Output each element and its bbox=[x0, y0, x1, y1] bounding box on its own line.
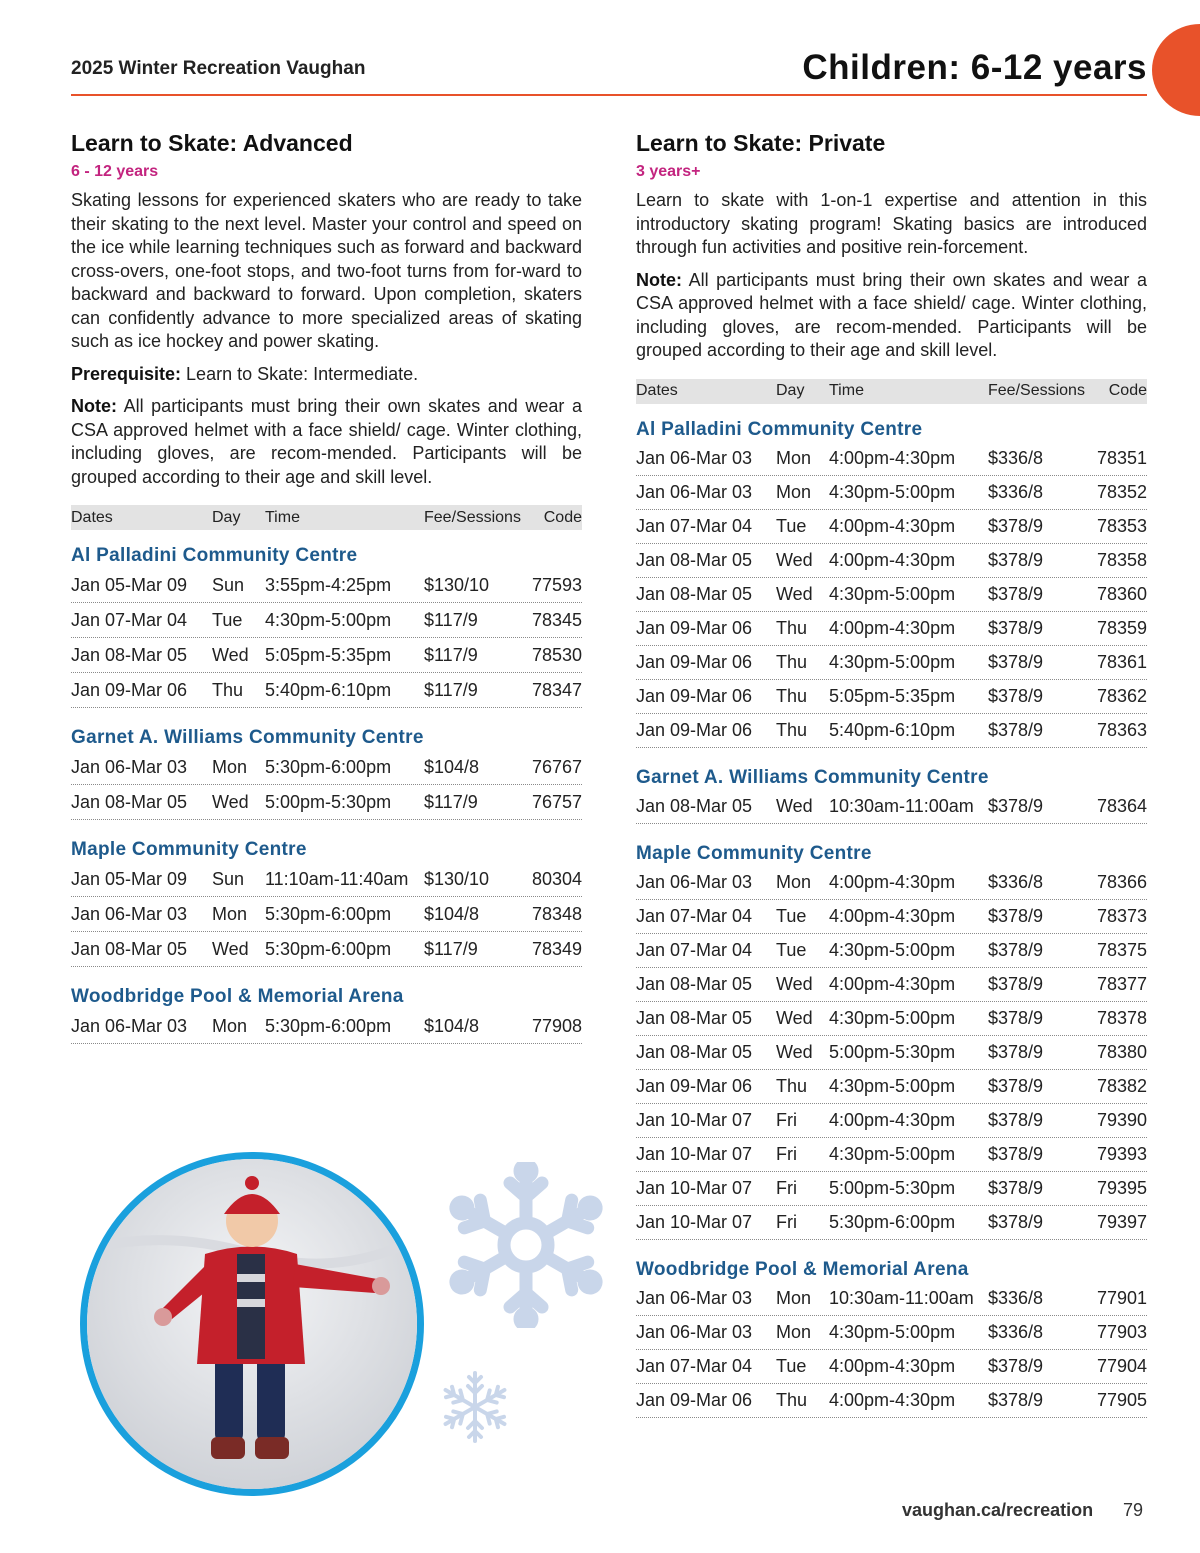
row-day: Wed bbox=[776, 549, 813, 570]
row-dates: Jan 10-Mar 07 bbox=[636, 1177, 753, 1198]
table-row bbox=[636, 578, 1147, 612]
row-fee: $378/9 bbox=[988, 939, 1044, 960]
table-row bbox=[636, 1206, 1147, 1240]
table-row bbox=[71, 897, 582, 932]
table-row bbox=[636, 612, 1147, 646]
row-fee: $104/8 bbox=[424, 756, 480, 777]
venue-name: Woodbridge Pool & Memorial Arena bbox=[71, 986, 404, 1007]
page-number: 79 bbox=[1123, 1500, 1144, 1520]
venue-list bbox=[71, 544, 582, 1044]
table-row bbox=[636, 1036, 1147, 1070]
row-fee: $378/9 bbox=[988, 515, 1044, 536]
row-code: 78360 bbox=[1096, 583, 1147, 604]
note-text: All participants must bring their own skates and wear a CSA approved helmet with a face shield/ cage. Winter clothing, including gloves, are recom-mended. Participants will be grouped according to their age and skill level. bbox=[636, 269, 1147, 360]
col-code: Code bbox=[1108, 382, 1147, 399]
row-time: 4:00pm-4:30pm bbox=[829, 1389, 956, 1410]
table-row bbox=[71, 568, 582, 603]
venue-name: Al Palladini Community Centre bbox=[71, 545, 358, 566]
row-time: 4:30pm-5:00pm bbox=[265, 609, 392, 630]
row-day: Sun bbox=[212, 868, 245, 889]
row-day: Tue bbox=[776, 939, 807, 960]
row-dates: Jan 08-Mar 05 bbox=[636, 583, 753, 604]
row-day: Mon bbox=[776, 1287, 812, 1308]
table-row bbox=[71, 932, 582, 967]
col-fee: Fee/Sessions bbox=[988, 382, 1085, 399]
row-code: 77593 bbox=[531, 574, 582, 595]
row-time: 4:00pm-4:30pm bbox=[829, 1355, 956, 1376]
row-time: 4:30pm-5:00pm bbox=[829, 583, 956, 604]
row-day: Wed bbox=[776, 1007, 813, 1028]
venue-name: Maple Community Centre bbox=[71, 839, 307, 860]
col-dates: Dates bbox=[636, 382, 678, 399]
row-day: Thu bbox=[776, 1389, 808, 1410]
row-code: 78361 bbox=[1096, 651, 1147, 672]
row-dates: Jan 06-Mar 03 bbox=[71, 1015, 188, 1036]
row-fee: $378/9 bbox=[988, 1041, 1044, 1062]
col-dates: Dates bbox=[71, 508, 113, 526]
table-row bbox=[71, 750, 582, 785]
table-row bbox=[636, 1384, 1147, 1418]
table-row bbox=[636, 714, 1147, 748]
note-label: Note: bbox=[636, 269, 682, 290]
row-code: 78347 bbox=[531, 679, 582, 700]
row-dates: Jan 06-Mar 03 bbox=[636, 481, 753, 502]
row-time: 4:00pm-4:30pm bbox=[829, 515, 956, 536]
row-time: 4:30pm-5:00pm bbox=[829, 651, 956, 672]
row-time: 4:30pm-5:00pm bbox=[829, 481, 956, 502]
row-time: 5:05pm-5:35pm bbox=[829, 685, 956, 706]
row-dates: Jan 06-Mar 03 bbox=[636, 1321, 753, 1342]
row-code: 77901 bbox=[1096, 1287, 1147, 1308]
row-code: 78530 bbox=[531, 644, 582, 665]
row-fee: $378/9 bbox=[988, 1355, 1044, 1376]
row-day: Wed bbox=[212, 644, 249, 665]
col-time: Time bbox=[829, 382, 864, 399]
row-code: 78353 bbox=[1096, 515, 1147, 536]
row-code: 78375 bbox=[1096, 939, 1147, 960]
row-dates: Jan 10-Mar 07 bbox=[636, 1211, 753, 1232]
row-fee: $117/9 bbox=[424, 791, 478, 812]
row-time: 4:00pm-4:30pm bbox=[829, 905, 956, 926]
row-fee: $378/9 bbox=[988, 1211, 1044, 1232]
row-code: 78359 bbox=[1096, 617, 1147, 638]
row-dates: Jan 07-Mar 04 bbox=[636, 515, 753, 536]
table-row bbox=[71, 862, 582, 897]
table-row bbox=[636, 646, 1147, 680]
row-fee: $378/9 bbox=[988, 617, 1044, 638]
row-fee: $378/9 bbox=[988, 1109, 1044, 1130]
footer-url[interactable]: vaughan.ca/recreation bbox=[902, 1500, 1094, 1520]
row-fee: $336/8 bbox=[988, 481, 1044, 502]
row-dates: Jan 06-Mar 03 bbox=[71, 756, 188, 777]
row-day: Mon bbox=[776, 447, 812, 468]
row-code: 80304 bbox=[531, 868, 582, 889]
row-day: Wed bbox=[776, 973, 813, 994]
venue-list bbox=[636, 418, 1147, 1418]
row-fee: $104/8 bbox=[424, 1015, 480, 1036]
table-row bbox=[636, 510, 1147, 544]
row-code: 79390 bbox=[1096, 1109, 1147, 1130]
venue-name: Garnet A. Williams Community Centre bbox=[636, 766, 989, 788]
program-note bbox=[71, 395, 582, 489]
venue-name: Garnet A. Williams Community Centre bbox=[71, 727, 424, 748]
table-row bbox=[636, 544, 1147, 578]
row-fee: $378/9 bbox=[988, 719, 1044, 740]
row-dates: Jan 07-Mar 04 bbox=[636, 939, 753, 960]
table-row bbox=[636, 1138, 1147, 1172]
row-fee: $336/8 bbox=[988, 447, 1044, 468]
row-day: Mon bbox=[776, 481, 812, 502]
row-fee: $117/9 bbox=[424, 609, 478, 630]
table-row bbox=[71, 673, 582, 708]
row-code: 79393 bbox=[1096, 1143, 1147, 1164]
row-dates: Jan 06-Mar 03 bbox=[636, 871, 753, 892]
row-fee: $378/9 bbox=[988, 685, 1044, 706]
col-time: Time bbox=[265, 508, 300, 526]
col-code: Code bbox=[543, 508, 582, 526]
table-row bbox=[636, 1282, 1147, 1316]
note-text: All participants must bring their own skates and wear a CSA approved helmet with a face shield/ cage. Winter clothing, including gloves, are recom-mended. Participants will be grouped according to their age and skill level. bbox=[71, 396, 582, 487]
row-time: 10:30am-11:00am bbox=[829, 795, 974, 816]
row-fee: $378/9 bbox=[988, 1177, 1044, 1198]
row-time: 4:30pm-5:00pm bbox=[829, 1321, 956, 1342]
table-row bbox=[71, 785, 582, 820]
row-time: 5:30pm-6:00pm bbox=[265, 1015, 392, 1036]
table-row bbox=[636, 1104, 1147, 1138]
row-fee: $378/9 bbox=[988, 905, 1044, 926]
row-day: Mon bbox=[212, 1015, 248, 1036]
row-time: 4:30pm-5:00pm bbox=[829, 1143, 956, 1164]
row-day: Mon bbox=[212, 756, 248, 777]
row-code: 79395 bbox=[1096, 1177, 1147, 1198]
row-code: 77908 bbox=[531, 1015, 582, 1036]
venue-name: Maple Community Centre bbox=[636, 842, 872, 864]
row-time: 5:30pm-6:00pm bbox=[265, 756, 392, 777]
row-dates: Jan 09-Mar 06 bbox=[636, 617, 753, 638]
row-time: 5:00pm-5:30pm bbox=[829, 1177, 956, 1198]
row-code: 79397 bbox=[1096, 1211, 1147, 1232]
row-code: 78352 bbox=[1096, 481, 1147, 502]
row-dates: Jan 09-Mar 06 bbox=[636, 1389, 753, 1410]
row-fee: $378/9 bbox=[988, 651, 1044, 672]
row-dates: Jan 06-Mar 03 bbox=[636, 1287, 753, 1308]
row-dates: Jan 08-Mar 05 bbox=[636, 973, 753, 994]
row-code: 78363 bbox=[1096, 719, 1147, 740]
row-day: Tue bbox=[776, 515, 807, 536]
row-fee: $378/9 bbox=[988, 1007, 1044, 1028]
row-code: 78378 bbox=[1096, 1007, 1147, 1028]
snowflake-icon bbox=[444, 1162, 608, 1328]
row-dates: Jan 10-Mar 07 bbox=[636, 1143, 753, 1164]
table-row bbox=[71, 603, 582, 638]
row-day: Wed bbox=[212, 938, 249, 959]
table-row bbox=[636, 1316, 1147, 1350]
table-header bbox=[71, 505, 582, 530]
row-time: 4:30pm-5:00pm bbox=[829, 1007, 956, 1028]
row-time: 10:30am-11:00am bbox=[829, 1287, 974, 1308]
row-dates: Jan 06-Mar 03 bbox=[636, 447, 753, 468]
row-dates: Jan 08-Mar 05 bbox=[71, 644, 188, 665]
skating-child-photo bbox=[80, 1152, 424, 1496]
table-row bbox=[636, 866, 1147, 900]
row-day: Thu bbox=[776, 685, 808, 706]
row-fee: $378/9 bbox=[988, 1143, 1044, 1164]
row-code: 78349 bbox=[531, 938, 582, 959]
row-code: 77903 bbox=[1096, 1321, 1147, 1342]
row-fee: $378/9 bbox=[988, 549, 1044, 570]
page-title: Children: 6-12 years bbox=[802, 48, 1147, 87]
row-day: Thu bbox=[776, 651, 808, 672]
row-code: 78364 bbox=[1096, 795, 1147, 816]
row-day: Thu bbox=[776, 719, 808, 740]
corner-decoration bbox=[1152, 24, 1200, 116]
row-day: Thu bbox=[212, 679, 244, 700]
row-dates: Jan 05-Mar 09 bbox=[71, 868, 188, 889]
page-header bbox=[71, 48, 1147, 96]
row-fee: $104/8 bbox=[424, 903, 480, 924]
row-dates: Jan 05-Mar 09 bbox=[71, 574, 188, 595]
row-day: Thu bbox=[776, 1075, 808, 1096]
row-code: 77904 bbox=[1096, 1355, 1147, 1376]
col-fee: Fee/Sessions bbox=[424, 508, 521, 526]
program-description: Learn to skate with 1-on-1 expertise and attention in this introductory skating program! Skating basics are introduced through fun activities and positive rein-forcement. bbox=[636, 190, 1147, 257]
row-code: 78382 bbox=[1096, 1075, 1147, 1096]
row-day: Thu bbox=[776, 617, 808, 638]
row-dates: Jan 09-Mar 06 bbox=[636, 685, 753, 706]
row-day: Mon bbox=[212, 903, 248, 924]
row-code: 78373 bbox=[1096, 905, 1147, 926]
table-row bbox=[71, 1009, 582, 1044]
program-description: Skating lessons for experienced skaters who are ready to take their skating to the next level. Master your control and speed on the ice while learning techniques such as forward and backward cross-overs, one-foot stops, and two-foot turns from for-ward to backward and backward to forward. Upon completion, skaters can confidently advance to more specialized areas of skating such as ice hockey and power skating. bbox=[71, 190, 582, 351]
row-fee: $117/9 bbox=[424, 679, 478, 700]
row-day: Sun bbox=[212, 574, 245, 595]
row-day: Fri bbox=[776, 1143, 797, 1164]
row-day: Wed bbox=[776, 583, 813, 604]
table-row bbox=[636, 680, 1147, 714]
row-code: 78362 bbox=[1096, 685, 1147, 706]
program-private bbox=[636, 128, 1147, 1418]
row-dates: Jan 09-Mar 06 bbox=[636, 651, 753, 672]
table-row bbox=[636, 968, 1147, 1002]
row-day: Mon bbox=[776, 1321, 812, 1342]
row-time: 4:00pm-4:30pm bbox=[829, 871, 956, 892]
row-dates: Jan 08-Mar 05 bbox=[636, 549, 753, 570]
table-row bbox=[636, 790, 1147, 824]
table-row bbox=[636, 1002, 1147, 1036]
row-time: 4:00pm-4:30pm bbox=[829, 973, 956, 994]
row-time: 5:30pm-6:00pm bbox=[265, 903, 392, 924]
row-time: 5:30pm-6:00pm bbox=[829, 1211, 956, 1232]
table-row bbox=[636, 1172, 1147, 1206]
row-code: 78351 bbox=[1096, 447, 1147, 468]
row-code: 78358 bbox=[1096, 549, 1147, 570]
row-fee: $378/9 bbox=[988, 795, 1044, 816]
row-day: Mon bbox=[776, 871, 812, 892]
age-range: 6 - 12 years bbox=[71, 163, 159, 180]
row-code: 78348 bbox=[531, 903, 582, 924]
program-advanced bbox=[71, 128, 582, 1044]
row-day: Fri bbox=[776, 1109, 797, 1130]
program-note bbox=[636, 269, 1147, 363]
publication-title: 2025 Winter Recreation Vaughan bbox=[71, 58, 366, 79]
row-fee: $336/8 bbox=[988, 1321, 1044, 1342]
row-day: Wed bbox=[212, 791, 249, 812]
row-time: 4:00pm-4:30pm bbox=[829, 549, 956, 570]
row-code: 78345 bbox=[531, 609, 582, 630]
row-fee: $117/9 bbox=[424, 938, 478, 959]
note-label: Note: bbox=[71, 396, 117, 416]
row-dates: Jan 06-Mar 03 bbox=[71, 903, 188, 924]
table-row bbox=[636, 442, 1147, 476]
prerequisite bbox=[71, 363, 582, 387]
row-day: Tue bbox=[212, 609, 243, 630]
table-row bbox=[636, 476, 1147, 510]
row-dates: Jan 08-Mar 05 bbox=[636, 795, 753, 816]
table-row bbox=[636, 1350, 1147, 1384]
table-row bbox=[636, 934, 1147, 968]
row-day: Tue bbox=[776, 1355, 807, 1376]
snowflake-icon bbox=[436, 1368, 514, 1446]
row-time: 5:40pm-6:10pm bbox=[265, 679, 392, 700]
row-dates: Jan 08-Mar 05 bbox=[636, 1041, 753, 1062]
row-code: 76767 bbox=[531, 756, 582, 777]
row-dates: Jan 08-Mar 05 bbox=[71, 791, 188, 812]
row-fee: $378/9 bbox=[988, 1389, 1044, 1410]
row-dates: Jan 10-Mar 07 bbox=[636, 1109, 753, 1130]
row-day: Wed bbox=[776, 1041, 813, 1062]
table-header bbox=[636, 379, 1147, 404]
prerequisite-text: Learn to Skate: Intermediate. bbox=[181, 363, 419, 384]
table-row bbox=[636, 900, 1147, 934]
program-title: Learn to Skate: Advanced bbox=[71, 130, 353, 156]
row-fee: $336/8 bbox=[988, 871, 1044, 892]
row-code: 77905 bbox=[1096, 1389, 1147, 1410]
venue-name: Woodbridge Pool & Memorial Arena bbox=[636, 1258, 969, 1280]
row-time: 4:00pm-4:30pm bbox=[829, 617, 956, 638]
row-fee: $378/9 bbox=[988, 973, 1044, 994]
row-code: 78380 bbox=[1096, 1041, 1147, 1062]
row-fee: $336/8 bbox=[988, 1287, 1044, 1308]
row-dates: Jan 08-Mar 05 bbox=[636, 1007, 753, 1028]
venue-name: Al Palladini Community Centre bbox=[636, 418, 923, 440]
row-time: 5:00pm-5:30pm bbox=[829, 1041, 956, 1062]
row-dates: Jan 09-Mar 06 bbox=[636, 719, 753, 740]
row-dates: Jan 07-Mar 04 bbox=[71, 609, 188, 630]
row-fee: $130/10 bbox=[424, 574, 490, 595]
row-time: 4:30pm-5:00pm bbox=[829, 1075, 956, 1096]
program-title: Learn to Skate: Private bbox=[636, 130, 886, 156]
age-range: 3 years+ bbox=[636, 163, 701, 180]
row-code: 78366 bbox=[1096, 871, 1147, 892]
row-day: Fri bbox=[776, 1211, 797, 1232]
row-dates: Jan 09-Mar 06 bbox=[636, 1075, 753, 1096]
row-time: 11:10am-11:40am bbox=[265, 868, 409, 889]
row-dates: Jan 07-Mar 04 bbox=[636, 905, 753, 926]
row-time: 4:30pm-5:00pm bbox=[829, 939, 956, 960]
row-time: 3:55pm-4:25pm bbox=[265, 574, 392, 595]
col-day: Day bbox=[212, 508, 241, 526]
table-row bbox=[636, 1070, 1147, 1104]
row-time: 4:00pm-4:30pm bbox=[829, 447, 956, 468]
row-time: 5:00pm-5:30pm bbox=[265, 791, 392, 812]
table-row bbox=[71, 638, 582, 673]
row-fee: $378/9 bbox=[988, 1075, 1044, 1096]
row-time: 5:30pm-6:00pm bbox=[265, 938, 392, 959]
row-dates: Jan 07-Mar 04 bbox=[636, 1355, 753, 1376]
col-day: Day bbox=[776, 382, 805, 399]
row-dates: Jan 09-Mar 06 bbox=[71, 679, 188, 700]
row-day: Fri bbox=[776, 1177, 797, 1198]
row-day: Wed bbox=[776, 795, 813, 816]
row-code: 78377 bbox=[1096, 973, 1147, 994]
row-dates: Jan 08-Mar 05 bbox=[71, 938, 188, 959]
row-time: 5:05pm-5:35pm bbox=[265, 644, 392, 665]
row-fee: $130/10 bbox=[424, 868, 490, 889]
row-code: 76757 bbox=[531, 791, 582, 812]
row-day: Tue bbox=[776, 905, 807, 926]
row-time: 4:00pm-4:30pm bbox=[829, 1109, 956, 1130]
row-time: 5:40pm-6:10pm bbox=[829, 719, 956, 740]
row-fee: $378/9 bbox=[988, 583, 1044, 604]
prerequisite-label: Prerequisite: bbox=[71, 363, 182, 384]
row-fee: $117/9 bbox=[424, 644, 478, 665]
